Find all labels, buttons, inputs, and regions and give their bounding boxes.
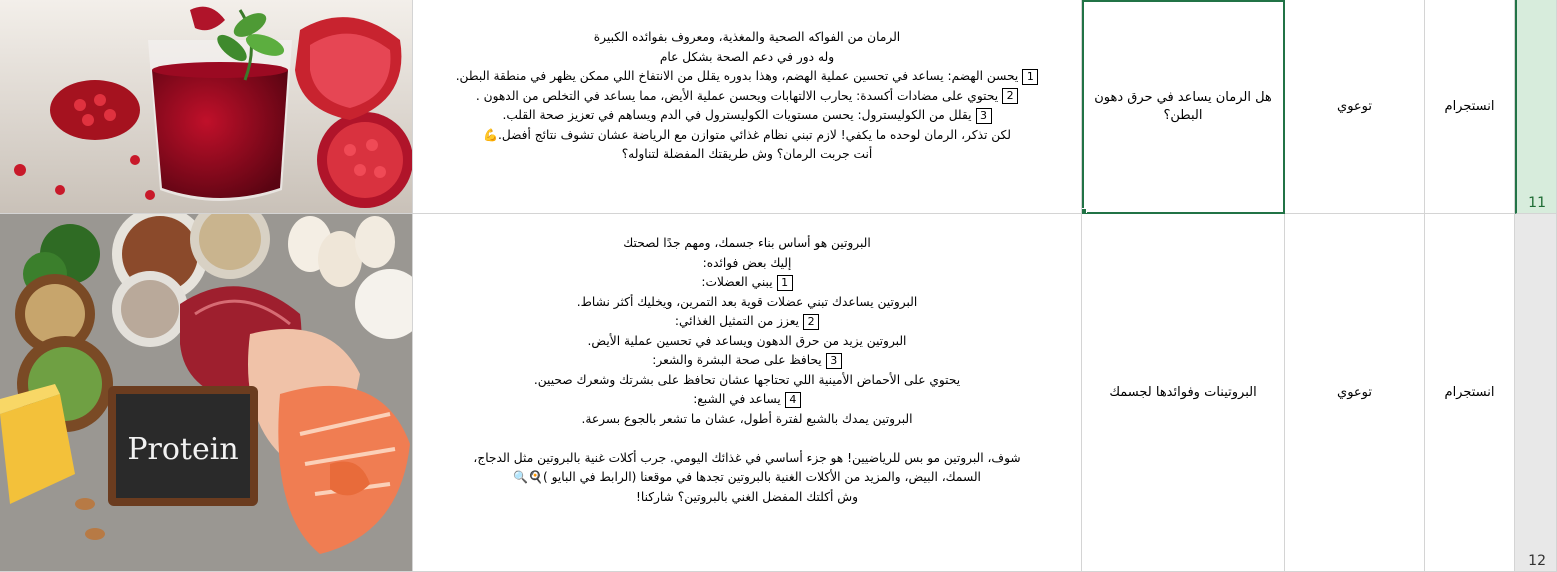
content-line bbox=[413, 87, 1081, 107]
content-line bbox=[413, 67, 1081, 87]
content-line bbox=[413, 371, 1081, 391]
line-text: يبني العضلات: bbox=[701, 275, 773, 289]
line-text: يقلل من الكوليسترول: يحسن مستويات الكوليسترول في الدم ويساهم في تعزيز صحة القلب. bbox=[502, 108, 972, 122]
content-line bbox=[413, 293, 1081, 313]
line-text: البروتين يزيد من حرق الدهون ويساعد في تحسين عملية الأيض. bbox=[587, 333, 907, 348]
row-header-11[interactable] bbox=[1515, 0, 1557, 214]
line-text: يحتوي على الأحماض الأمينية اللي تحتاجها عشان تحافظ على بشرتك وشعرك صحيين. bbox=[533, 372, 961, 387]
emoji-icon: 🍳🔍 bbox=[513, 470, 543, 484]
title-cell-11[interactable] bbox=[1082, 0, 1285, 214]
line-text: البروتين هو أساس بناء جسمك، ومهم جدًا لصحتك bbox=[623, 236, 871, 250]
chalkboard-label: Protein bbox=[127, 432, 239, 467]
number-badge: 2 bbox=[803, 314, 819, 330]
line-text: البروتين يمدك بالشبع لفترة أطول، عشان ما تشعر بالجوع بسرعة. bbox=[581, 411, 913, 426]
content-line bbox=[413, 106, 1081, 126]
line-text: لكن تذكر، الرمان لوحده ما يكفي! لازم تبني نظام غذائي متوازن مع الرياضة عشان تشوف نتائج أفضل. bbox=[497, 127, 1011, 142]
row-number-12: 12 bbox=[1528, 553, 1546, 569]
line-text: السمك، البيض، والمزيد من الأكلات الغنية بالبروتين تجدها في موقعنا (الرابط في البايو ) bbox=[542, 470, 981, 484]
line-text: البروتين يساعدك تبني عضلات قوية بعد التمرين، ويخليك أكثر نشاط. bbox=[576, 294, 918, 309]
emoji-icon: 💪 bbox=[483, 127, 498, 142]
platform-cell-11[interactable] bbox=[1425, 0, 1515, 214]
content-line bbox=[413, 145, 1081, 165]
content-line bbox=[413, 449, 1081, 469]
line-text bbox=[745, 431, 749, 445]
row-number-11: 11 bbox=[1528, 195, 1546, 211]
number-badge: 3 bbox=[976, 108, 992, 124]
post-title-12: البروتينات وفوائدها لجسمك bbox=[1109, 385, 1257, 400]
title-cell-12[interactable] bbox=[1082, 214, 1285, 572]
content-line bbox=[413, 332, 1081, 352]
post-type-12: توعوي bbox=[1337, 385, 1372, 400]
line-text: يساعد في الشبع: bbox=[693, 392, 781, 406]
number-badge: 1 bbox=[1022, 69, 1038, 85]
platform-12: انستجرام bbox=[1444, 385, 1495, 400]
post-content-cell-12[interactable] bbox=[413, 214, 1082, 572]
line-text: أنت جربت الرمان؟ وش طريقتك المفضلة لتناوله؟ bbox=[621, 147, 873, 161]
content-line bbox=[413, 273, 1081, 293]
post-content-12 bbox=[413, 234, 1081, 507]
pomegranate-image-cell[interactable] bbox=[0, 0, 413, 214]
line-text: إليك بعض فوائده: bbox=[702, 255, 792, 270]
post-title-11: هل الرمان يساعد في حرق دهون البطن؟ bbox=[1094, 89, 1272, 123]
platform-cell-12[interactable] bbox=[1425, 214, 1515, 572]
line-text: وله دور في دعم الصحة بشكل عام bbox=[659, 49, 835, 64]
pomegranate-image bbox=[0, 0, 413, 214]
content-line bbox=[413, 351, 1081, 371]
line-text: وش أكلتك المفضل الغني بالبروتين؟ شاركنا! bbox=[635, 489, 859, 504]
line-text: يعزز من التمثيل الغذائي: bbox=[674, 314, 800, 328]
type-cell-11[interactable] bbox=[1285, 0, 1425, 214]
content-line bbox=[413, 312, 1081, 332]
number-badge: 2 bbox=[1002, 88, 1018, 104]
type-cell-12[interactable] bbox=[1285, 214, 1425, 572]
line-text: شوف، البروتين مو بس للرياضيين! هو جزء أساسي في غذائك اليومي. جرب أكلات غنية بالبروتين مثل الدجاج، bbox=[473, 450, 1021, 465]
content-line bbox=[413, 234, 1081, 254]
content-line bbox=[413, 410, 1081, 430]
content-line bbox=[413, 390, 1081, 410]
post-type-11: توعوي bbox=[1337, 99, 1372, 114]
content-line bbox=[413, 468, 1081, 488]
content-line bbox=[413, 488, 1081, 508]
number-badge: 1 bbox=[777, 275, 793, 291]
content-line bbox=[413, 28, 1081, 48]
line-text: الرمان من الفواكه الصحية والمغذية، ومعروف بفوائده الكبيرة bbox=[593, 30, 901, 44]
content-line bbox=[413, 48, 1081, 68]
content-line bbox=[413, 126, 1081, 146]
number-badge: 4 bbox=[785, 392, 801, 408]
platform-11: انستجرام bbox=[1444, 99, 1495, 114]
protein-image bbox=[0, 214, 413, 572]
row-header-12[interactable] bbox=[1515, 214, 1557, 572]
post-content-cell-11[interactable] bbox=[413, 0, 1082, 214]
protein-image-cell[interactable] bbox=[0, 214, 413, 572]
number-badge: 3 bbox=[826, 353, 842, 369]
content-line bbox=[413, 254, 1081, 274]
line-text: يحسن الهضم: يساعد في تحسين عملية الهضم، وهذا بدوره يقلل من الانتفاخ اللي ممكن يظهر في منطقة البطن. bbox=[455, 69, 1019, 83]
line-text: يحافظ على صحة البشرة والشعر: bbox=[652, 353, 822, 367]
content-line bbox=[413, 429, 1081, 449]
post-content-11 bbox=[413, 28, 1081, 165]
line-text: يحتوي على مضادات أكسدة: يحارب الالتهابات ويحسن عملية الأيض، مما يساعد في التخلص من الدهون . bbox=[475, 88, 999, 103]
